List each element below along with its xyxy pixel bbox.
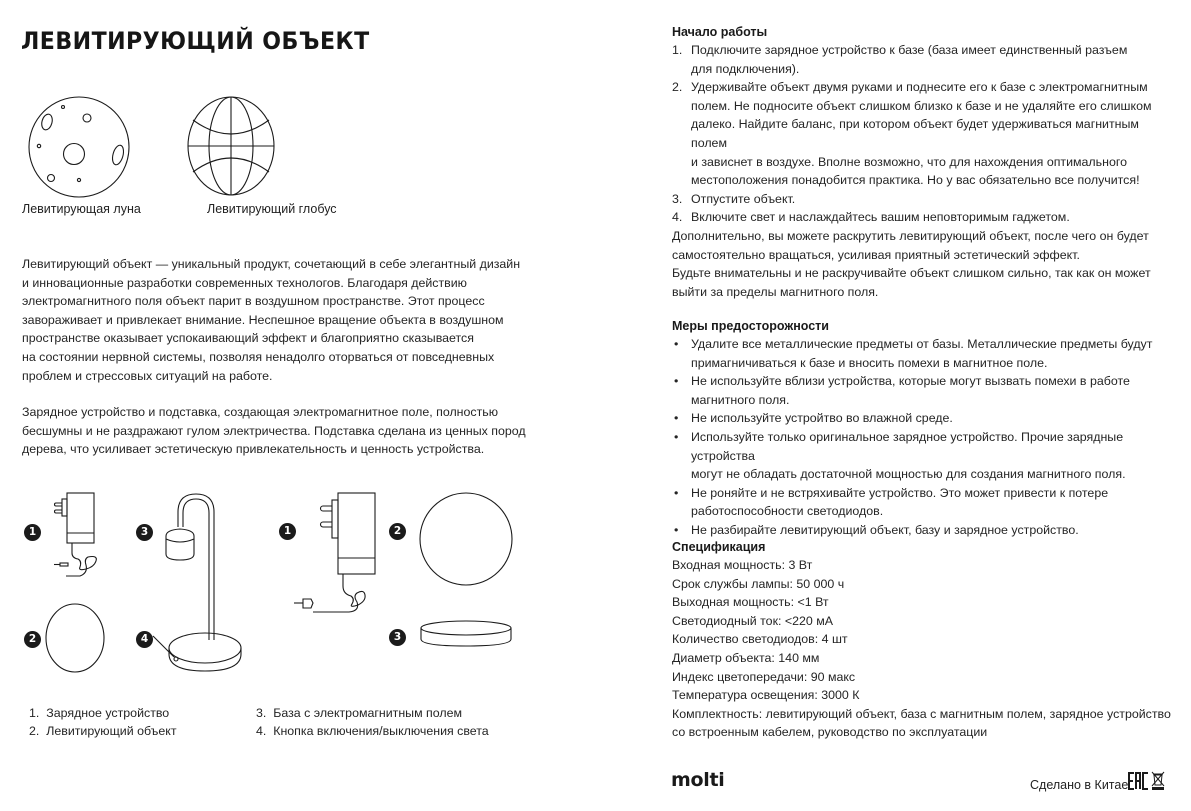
- text-line: электромагнитного поля объект парит в воздушном пространстве. Этот процесс: [22, 294, 485, 309]
- step-item: 3. Отпустите объект.: [672, 191, 796, 206]
- step-item: 2. Удерживайте объект двумя руками и поднесите его к базе с электромагнитным полем. Не подносите объект слишком близко к базе и не удаляйте его слишком далеко. Найдите баланс, при котором объект будет удерживаться магнитным полем и зависнет в воздухе. Вполне возможно, что для нахождения оптимального местоположения понадобится практика. Но у вас обязательно все получится!: [672, 80, 1152, 188]
- lamp-set-diagram: [0, 470, 260, 710]
- text-line: проблем и стрессовых ситуаций на работе.: [22, 368, 273, 383]
- page-title: ЛЕВИТИРУЮЩИЙ ОБЪЕКТ: [21, 27, 370, 55]
- moon-caption: Левитирующая луна: [22, 202, 141, 216]
- legend-text: База с электромагнитным полем: [273, 706, 463, 720]
- legend-text: Зарядное устройство: [46, 706, 170, 720]
- text-line: дерева, что усиливает эстетическую привлекательность и ценность устройства.: [22, 442, 485, 457]
- badge-2: 2: [24, 631, 41, 648]
- base-icon: [421, 621, 511, 646]
- text-line: самостоятельно вращаться, усиливая приятный эстетический эффект.: [672, 247, 1080, 262]
- disc-icon: [420, 493, 512, 585]
- globe-icon: [188, 96, 278, 196]
- precaution-item: • Удалите все металлические предметы от базы. Металлические предметы будут примагничиваться к базе и вносить помехи в магнитное поле.: [674, 337, 1153, 370]
- eac-mark-icon: [1128, 771, 1150, 791]
- text-line: выйти за пределы магнитного поля.: [672, 284, 879, 299]
- specification-heading: Спецификация: [672, 540, 766, 554]
- spec-row: Температура освещения: 3000 К: [672, 688, 860, 703]
- text-line: Дополнительно, вы можете раскрутить левитирующий объект, после чего он будет: [672, 229, 1149, 243]
- text-line: Зарядное устройство и подставка, создающая электромагнитное поле, полностью: [22, 405, 499, 419]
- precaution-item: • Не используйте устройтво во влажной среде.: [674, 411, 953, 426]
- disc-icon: [46, 604, 104, 672]
- precaution-item: • Не используйте вблизи устройства, которые могут вызвать помехи в работе магнитного поля.: [674, 374, 1130, 407]
- legend-item-2: [29, 724, 177, 738]
- badge-4: 4: [136, 631, 153, 648]
- specification-list: [672, 556, 1171, 742]
- weee-bin-icon: [1151, 771, 1165, 791]
- badge-2: 2: [389, 523, 406, 540]
- legend-num: 4.: [256, 724, 267, 738]
- made-in-label: Сделано в Китае: [1030, 778, 1129, 792]
- text-line: завораживает и привлекает внимание. Неспешное вращение объекта в воздушном: [22, 312, 504, 327]
- text-line: Левитирующий объект — уникальный продукт, сочетающий в себе элегантный дизайн: [22, 257, 521, 271]
- moon-icon: [28, 96, 130, 198]
- precautions-list: [672, 335, 1182, 540]
- precaution-item: • Не роняйте и не встряхивайте устройство. Это может привести к потере работоспособности светодиодов.: [674, 485, 1109, 519]
- legend-item-3: [256, 706, 462, 720]
- text-line: Будьте внимательны и не раскручивайте объект слишком сильно, так как он может: [672, 266, 1151, 281]
- globe-caption: Левитирующий глобус: [207, 202, 337, 216]
- spec-row: Светодиодный ток: <220 мА: [672, 613, 834, 628]
- intro-paragraph-1: [22, 255, 520, 385]
- spec-row: со встроенным кабелем, руководство по эксплуатации: [672, 725, 988, 740]
- text-line: пространстве оказывает успокаивающий эффект и благоприятно сказывается: [22, 331, 474, 346]
- spec-row: Входная мощность: 3 Вт: [672, 558, 813, 572]
- spec-row: Количество светодиодов: 4 шт: [672, 632, 848, 647]
- charger-icon: [54, 493, 96, 576]
- precaution-item: • Не разбирайте левитирующий объект, базу и зарядное устройство.: [674, 522, 1079, 537]
- legend-num: 1.: [29, 706, 40, 720]
- getting-started-steps: [672, 41, 1172, 227]
- text-line: и инновационные разработки современных технологов. Благодаря действию: [22, 275, 467, 290]
- badge-1: 1: [279, 523, 296, 540]
- spec-row: Выходная мощность: <1 Вт: [672, 595, 829, 610]
- text-line: бесшумны и не раздражают гулом электричества. Подставка сделана из ценных пород: [22, 423, 526, 438]
- legend-num: 3.: [256, 706, 267, 720]
- lamp-stand-icon: [153, 494, 241, 671]
- text-line: на состоянии нервной системы, позволяя ненадолго оторваться от повседневных: [22, 349, 495, 364]
- moon-set-diagram: [260, 470, 540, 690]
- extra-note: [672, 227, 1151, 301]
- step-item: 4. Включите свет и наслаждайтесь вашим неповторимым гаджетом.: [672, 210, 1070, 225]
- spec-row: Срок службы лампы: 50 000 ч: [672, 576, 845, 591]
- legend-item-4: [256, 724, 489, 738]
- step-item: 1. Подключите зарядное устройство к базе (база имеет единственный разъем для подключения).: [672, 43, 1128, 76]
- legend-num: 2.: [29, 724, 40, 738]
- charger-icon: [294, 493, 375, 612]
- legend-text: Кнопка включения/выключения света: [273, 724, 489, 738]
- precaution-item: • Используйте только оригинальное зарядное устройство. Прочие зарядные устройства могут не обладать достаточной мощностью для создания магнитного поля.: [674, 429, 1126, 482]
- brand-logo: molti: [671, 769, 725, 791]
- badge-3: 3: [389, 629, 406, 646]
- precautions-heading: Меры предосторожности: [672, 319, 829, 333]
- legend-item-1: [29, 706, 169, 720]
- intro-paragraph-2: [22, 403, 526, 459]
- badge-3: 3: [136, 524, 153, 541]
- spec-row: Диаметр объекта: 140 мм: [672, 650, 820, 665]
- getting-started-heading: Начало работы: [672, 25, 768, 39]
- legend-text: Левитирующий объект: [46, 724, 177, 738]
- spec-row: Индекс цветопередачи: 90 макс: [672, 669, 856, 684]
- spec-row: Комплектность: левитирующий объект, база с магнитным полем, зарядное устройство: [672, 706, 1171, 721]
- badge-1: 1: [24, 524, 41, 541]
